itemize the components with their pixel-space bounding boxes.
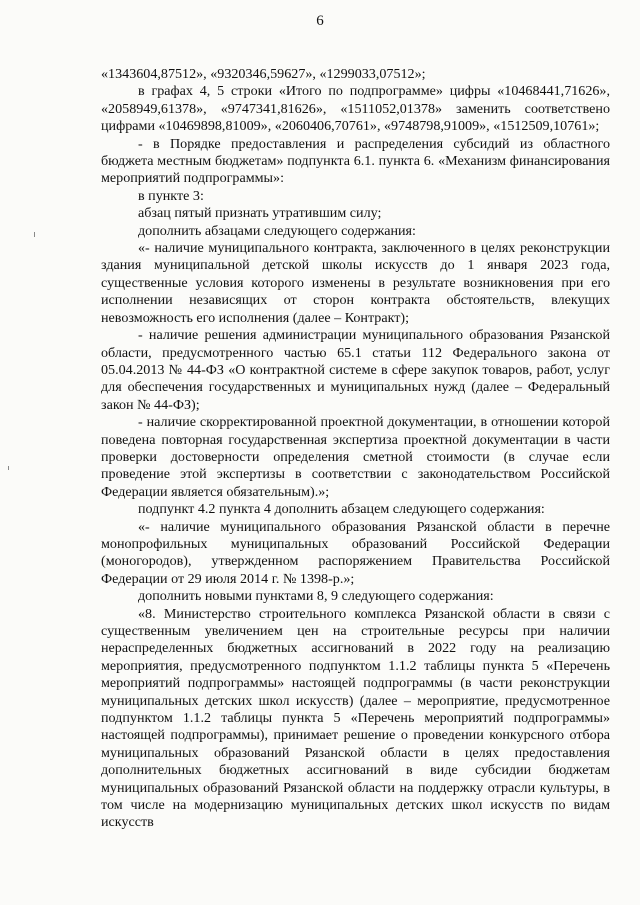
document-body <box>101 66 610 832</box>
paragraph: в графах 4, 5 строки «Итого по подпрограмме» цифры «10468441,71626», «2058949,61378», «9747341,81626», «1511052,01378» заменить соответствено цифрами «10469898,81009», «2060406,70761», «9748798,91009», «1512509,10761»; <box>101 83 610 135</box>
paragraph: «1343604,87512», «9320346,59627», «1299033,07512»; <box>101 66 426 82</box>
paragraph: абзац пятый признать утратившим силу; <box>138 205 382 222</box>
margin-mark <box>8 466 12 470</box>
paragraph: подпункт 4.2 пункта 4 дополнить абзацем следующего содержания: <box>138 501 545 518</box>
paragraph: в пункте 3: <box>138 187 204 204</box>
paragraph: «- наличие муниципального контракта, заключенного в целях реконструкции здания муниципальной детской школы искусств до 1 января 2023 года, существенные условия которого изменены в результате возникновения при его исполнении независящих от сторон контракта обстоятельств, влекущих невозможность его исполнения (далее – Контракт); <box>101 240 610 326</box>
paragraph: - наличие решения администрации муниципального образования Рязанской области, предусмотренного частью 65.1 статьи 112 Федерального закона от 05.04.2013 № 44-ФЗ «О контрактной системе в сфере закупок товаров, работ, услуг для обеспечения государственных и муниципальных нужд (далее – Федеральный закон № 44-ФЗ); <box>101 327 610 413</box>
margin-mark <box>34 232 38 237</box>
paragraph: - в Порядке предоставления и распределения субсидий из областного бюджета местным бюджетам» подпункта 6.1. пункта 6. «Механизм финансирования мероприятий подпрограммы»: <box>101 135 610 187</box>
paragraph: - наличие скорректированной проектной документации, в отношении которой поведена повторная государственная экспертиза проектной документации в части проверки достоверности определения сметной стоимости (в случае если проведение этой экспертизы в соответствии с законодательством Российской Федерации является обязательным).»; <box>101 414 610 500</box>
paragraph: дополнить абзацами следующего содержания: <box>138 222 416 239</box>
page-number: 6 <box>316 13 324 29</box>
paragraph: дополнить новыми пунктами 8, 9 следующего содержания: <box>138 588 494 605</box>
paragraph: «8. Министерство строительного комплекса Рязанской области в связи с существенным увеличением цен на строительные ресурсы при наличии нераспределенных бюджетных ассигнований в 2022 году на реализацию мероприятия, предусмотренного подпунктом 1.1.2 таблицы пункта 5 «Перечень мероприятий подпрограммы» настоящей подпрограммы (в части реконструкции муниципальных детских школ искусств) (далее – мероприятие, предусмотренное подпунктом 1.1.2 таблицы пункта 5 «Перечень мероприятий подпрограммы» настоящей подпрограммы), принимает решение о проведении конкурсного отбора муниципальных образований Рязанской области в целях предоставления дополнительных бюджетных ассигнований в виде субсидии бюджетам муниципальных образований Рязанской области на поддержку отрасли культуры, в том числе на модернизацию муниципальных детских школ искусств по видам искусств <box>101 605 610 831</box>
paragraph: «- наличие муниципального образования Рязанской области в перечне монопрофильных муниципальных образований Российской Федерации (моногородов), утвержденном распоряжением Правительства Российской Федерации от 29 июля 2014 г. № 1398-р.»; <box>101 518 610 587</box>
